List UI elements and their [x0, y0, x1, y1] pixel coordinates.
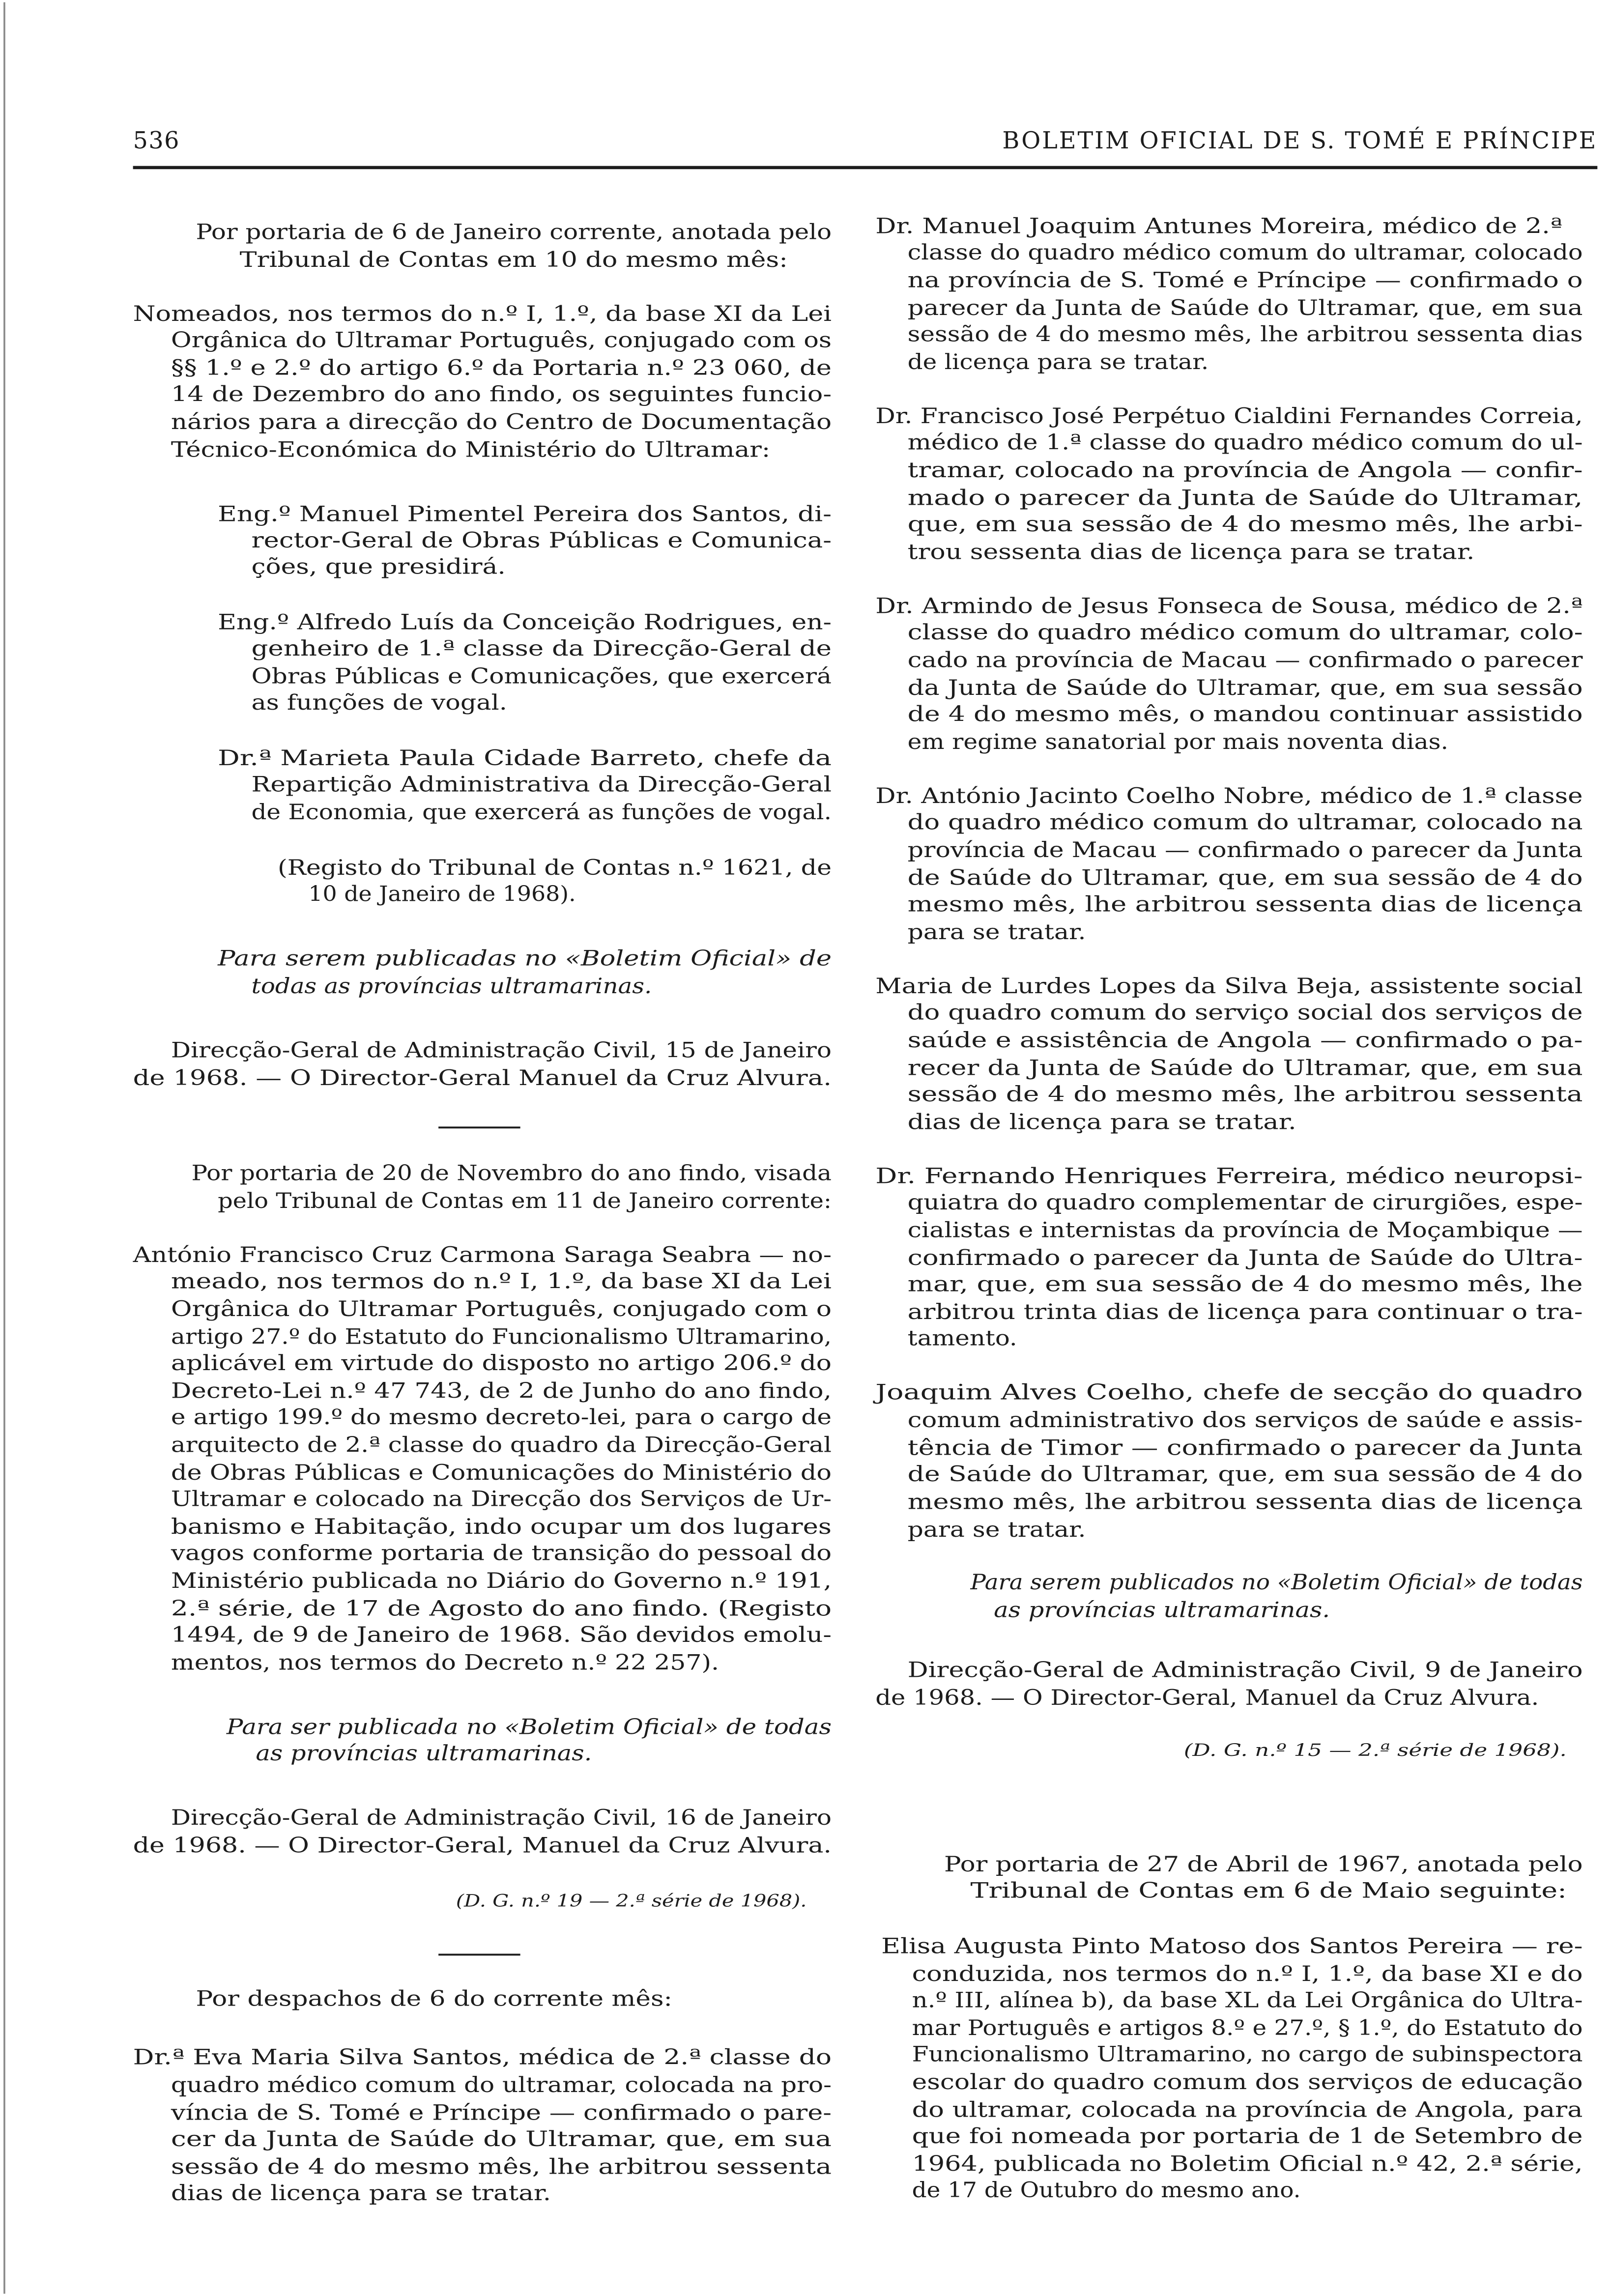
text-line: (D. G. n.º 19 — 2.ª série de 1968).: [456, 1891, 807, 1911]
text-line: mar, que, em sua sessão de 4 do mesmo mês, lhe: [907, 1272, 1583, 1297]
text-line: cialistas e internistas da província de Moçambique —: [907, 1218, 1583, 1243]
text-line: de 1968. — O Director-Geral Manuel da Cruz Alvura.: [133, 1066, 832, 1091]
text-line: para se tratar.: [907, 1518, 1086, 1543]
text-line: Dr. Armindo de Jesus Fonseca de Sousa, médico de 2.ª: [875, 594, 1583, 619]
text-line: 1964, publicada no Boletim Oficial n.º 42, 2.ª série,: [912, 2152, 1583, 2177]
text-line: tência de Timor — confirmado o parecer da Junta: [907, 1435, 1583, 1461]
text-line: Dr.ª Marieta Paula Cidade Barreto, chefe da: [218, 746, 832, 771]
text-line: António Francisco Cruz Carmona Saraga Seabra — no-: [132, 1242, 832, 1267]
text-line: Orgânica do Ultramar Português, conjugado com o: [171, 1296, 832, 1321]
text-line: as províncias ultramarinas.: [256, 1741, 592, 1766]
text-line: dias de licença para se tratar.: [907, 1110, 1296, 1135]
text-line: artigo 27.º do Estatuto do Funcionalismo Ultramarino,: [171, 1324, 832, 1349]
text-line: Decreto-Lei n.º 47 743, de 2 de Junho do ano findo,: [171, 1378, 832, 1404]
text-line: de Saúde do Ultramar, que, em sua sessão de 4 do: [907, 865, 1583, 890]
text-line: Para ser publicada no «Boletim Oficial» de todas: [226, 1715, 832, 1740]
text-line: Dr. Fernando Henriques Ferreira, médico neuropsi-: [875, 1164, 1583, 1189]
text-line: em regime sanatorial por mais noventa dias.: [907, 730, 1448, 755]
text-line: sessão de 4 do mesmo mês, lhe arbitrou sessenta: [907, 1082, 1583, 1107]
text-line: Joaquim Alves Coelho, chefe de secção do quadro: [872, 1380, 1583, 1405]
text-line: saúde e assistência de Angola — confirmado o pa-: [907, 1028, 1583, 1053]
text-line: Elisa Augusta Pinto Matoso dos Santos Pereira — re-: [881, 1934, 1583, 1959]
page-header-title: BOLETIM OFICIAL DE S. TOMÉ E PRÍNCIPE: [1002, 127, 1598, 154]
text-line: Tribunal de Contas em 10 do mesmo mês:: [239, 247, 788, 272]
text-line: mentos, nos termos do Decreto n.º 22 257).: [171, 1650, 720, 1675]
page-number: 536: [133, 127, 180, 154]
text-line: Direcção-Geral de Administração Civil, 16 de Janeiro: [171, 1805, 832, 1830]
text-line: recer da Junta de Saúde do Ultramar, que, em sua: [907, 1056, 1583, 1081]
text-line: meado, nos termos do n.º I, 1.º, da base XI da Lei: [171, 1269, 832, 1294]
text-line: Ministério publicada no Diário do Governo n.º 191,: [171, 1569, 832, 1594]
text-line: Eng.º Alfredo Luís da Conceição Rodrigues, en-: [218, 610, 832, 635]
text-line: da Junta de Saúde do Ultramar, que, em sua sessão: [907, 676, 1583, 701]
text-line: e artigo 199.º do mesmo decreto-lei, para o cargo de: [171, 1405, 832, 1430]
text-line: ções, que presidirá.: [251, 554, 506, 579]
text-line: trou sessenta dias de licença para se tratar.: [907, 540, 1475, 565]
text-line: as províncias ultramarinas.: [994, 1598, 1330, 1623]
text-line: tramar, colocado na província de Angola — confir-: [907, 458, 1583, 483]
text-line: Técnico-Económica do Ministério do Ultramar:: [171, 437, 771, 462]
text-line: de licença para se tratar.: [907, 350, 1209, 375]
text-line: na província de S. Tomé e Príncipe — confirmado o: [907, 268, 1583, 293]
text-line: Para serem publicadas no «Boletim Oficial» de: [217, 946, 832, 971]
text-line: de Saúde do Ultramar, que, em sua sessão de 4 do: [907, 1462, 1583, 1487]
text-line: mar Português e artigos 8.º e 27.º, § 1.º, do Estatuto do: [912, 2016, 1583, 2041]
text-line: para se tratar.: [907, 919, 1086, 945]
text-line: rector-Geral de Obras Públicas e Comunica-: [251, 528, 832, 553]
text-line: Dr. António Jacinto Coelho Nobre, médico de 1.ª classe: [875, 784, 1583, 809]
text-line: que foi nomeada por portaria de 1 de Setembro de: [912, 2124, 1583, 2149]
text-line: de Obras Públicas e Comunicações do Ministério do: [171, 1461, 832, 1486]
text-line: Orgânica do Ultramar Português, conjugado com os: [171, 328, 832, 353]
text-line: genheiro de 1.ª classe da Direcção-Geral de: [251, 636, 832, 661]
text-line: sessão de 4 do mesmo mês, lhe arbitrou sessenta dias: [907, 322, 1583, 347]
text-line: Por portaria de 27 de Abril de 1967, anotada pelo: [944, 1852, 1583, 1877]
text-line: arquitecto de 2.ª classe do quadro da Direcção-Geral: [171, 1433, 832, 1458]
text-line: Por portaria de 20 de Novembro do ano findo, visada: [191, 1161, 832, 1186]
text-line: 10 de Janeiro de 1968).: [308, 882, 576, 907]
text-line: mesmo mês, lhe arbitrou sessenta dias de licença: [907, 1490, 1583, 1515]
text-line: Repartição Administrativa da Direcção-Geral: [251, 772, 832, 797]
text-line: cer da Junta de Saúde do Ultramar, que, em sua: [171, 2127, 832, 2152]
text-line: comum administrativo dos serviços de saúde e assis-: [907, 1407, 1583, 1433]
text-line: do ultramar, colocada na província de Angola, para: [912, 2097, 1583, 2123]
text-line: todas as províncias ultramarinas.: [251, 974, 652, 999]
text-line: Ultramar e colocado na Direcção dos Serviços de Ur-: [171, 1487, 832, 1512]
text-line: dias de licença para se tratar.: [171, 2181, 551, 2206]
text-line: de 1968. — O Director-Geral, Manuel da Cruz Alvura.: [133, 1833, 832, 1858]
text-line: 2.ª série, de 17 de Agosto do ano findo. (Registo: [171, 1596, 832, 1621]
text-line: Por despachos de 6 do corrente mês:: [196, 1986, 672, 2011]
text-line: Direcção-Geral de Administração Civil, 9 de Janeiro: [907, 1658, 1583, 1683]
text-line: n.º III, alínea b), da base XL da Lei Orgânica do Ultra-: [912, 1988, 1583, 2013]
text-line: 1494, de 9 de Janeiro de 1968. São devidos emolu-: [171, 1623, 832, 1648]
text-line: que, em sua sessão de 4 do mesmo mês, lhe arbi-: [907, 512, 1583, 537]
text-line: mesmo mês, lhe arbitrou sessenta dias de licença: [907, 892, 1583, 917]
text-line: cado na província de Macau — confirmado o parecer: [907, 648, 1583, 673]
text-line: tamento.: [907, 1326, 1017, 1351]
text-line: Dr.ª Eva Maria Silva Santos, médica de 2.ª classe do: [133, 2045, 832, 2070]
text-line: classe do quadro médico comum do ultramar, colocado: [907, 240, 1583, 265]
text-line: Nomeados, nos termos do n.º I, 1.º, da base XI da Lei: [133, 301, 832, 326]
text-line: mado o parecer da Junta de Saúde do Ultramar,: [907, 486, 1583, 511]
text-line: de Economia, que exercerá as funções de vogal.: [251, 800, 832, 825]
text-line: quiatra do quadro complementar de cirurgiões, espe-: [907, 1190, 1583, 1215]
text-line: do quadro médico comum do ultramar, colocado na: [907, 810, 1583, 835]
text-line: Tribunal de Contas em 6 de Maio seguinte:: [970, 1878, 1567, 1903]
text-line: sessão de 4 do mesmo mês, lhe arbitrou sessenta: [171, 2154, 832, 2180]
text-line: víncia de S. Tomé e Príncipe — confirmado o pare-: [170, 2100, 832, 2125]
text-line: Dr. Francisco José Perpétuo Cialdini Fernandes Correia,: [875, 404, 1583, 429]
text-line: arbitrou trinta dias de licença para continuar o tra-: [907, 1299, 1583, 1324]
text-line: parecer da Junta de Saúde do Ultramar, que, em sua: [907, 295, 1583, 320]
text-line: de 1968. — O Director-Geral, Manuel da Cruz Alvura.: [875, 1685, 1539, 1710]
text-line: Direcção-Geral de Administração Civil, 15 de Janeiro: [171, 1038, 832, 1063]
text-line: vagos conforme portaria de transição do pessoal do: [170, 1541, 832, 1566]
text-line: conduzida, nos termos do n.º I, 1.º, da base XI e do: [912, 1962, 1583, 1987]
text-line: Maria de Lurdes Lopes da Silva Beja, assistente social: [875, 974, 1583, 999]
text-line: confirmado o parecer da Junta de Saúde do Ultra-: [907, 1245, 1583, 1270]
text-line: Obras Públicas e Comunicações, que exercerá: [251, 664, 832, 689]
text-line: médico de 1.ª classe do quadro médico comum do ul-: [907, 430, 1583, 455]
text-line: quadro médico comum do ultramar, colocada na pro-: [171, 2073, 832, 2098]
text-line: escolar do quadro comum dos serviços de educação: [912, 2070, 1583, 2095]
text-line: província de Macau — confirmado o parecer da Junta: [907, 838, 1583, 863]
text-line: banismo e Habitação, indo ocupar um dos lugares: [171, 1515, 832, 1540]
text-line: Funcionalismo Ultramarino, no cargo de subinspectora: [912, 2042, 1583, 2067]
text-line: Dr. Manuel Joaquim Antunes Moreira, médico de 2.ª: [875, 214, 1562, 239]
text-line: Para serem publicados no «Boletim Oficial» de todas: [970, 1570, 1583, 1595]
text-line: de 4 do mesmo mês, o mandou continuar assistido: [907, 702, 1583, 727]
header-rule: [133, 166, 1598, 170]
text-line: §§ 1.º e 2.º do artigo 6.º da Portaria n.º 23 060, de: [171, 355, 832, 380]
text-line: aplicável em virtude do disposto no artigo 206.º do: [171, 1351, 832, 1376]
text-line: (Registo do Tribunal de Contas n.º 1621, de: [278, 855, 832, 880]
text-line: pelo Tribunal de Contas em 11 de Janeiro corrente:: [218, 1188, 832, 1213]
text-line: Eng.º Manuel Pimentel Pereira dos Santos, di-: [218, 502, 832, 527]
text-line: do quadro comum do serviço social dos serviços de: [907, 1000, 1583, 1025]
text-line: de 17 de Outubro do mesmo ano.: [912, 2178, 1301, 2203]
text-line: as funções de vogal.: [251, 690, 507, 715]
text-line: Por portaria de 6 de Janeiro corrente, anotada pelo: [196, 220, 832, 245]
text-line: 14 de Dezembro do ano findo, os seguintes funcio-: [171, 382, 832, 407]
text-line: (D. G. n.º 15 — 2.ª série de 1968).: [1183, 1741, 1567, 1761]
text-line: nários para a direcção do Centro de Documentação: [171, 409, 832, 434]
text-line: classe do quadro médico comum do ultramar, colo-: [907, 620, 1583, 645]
